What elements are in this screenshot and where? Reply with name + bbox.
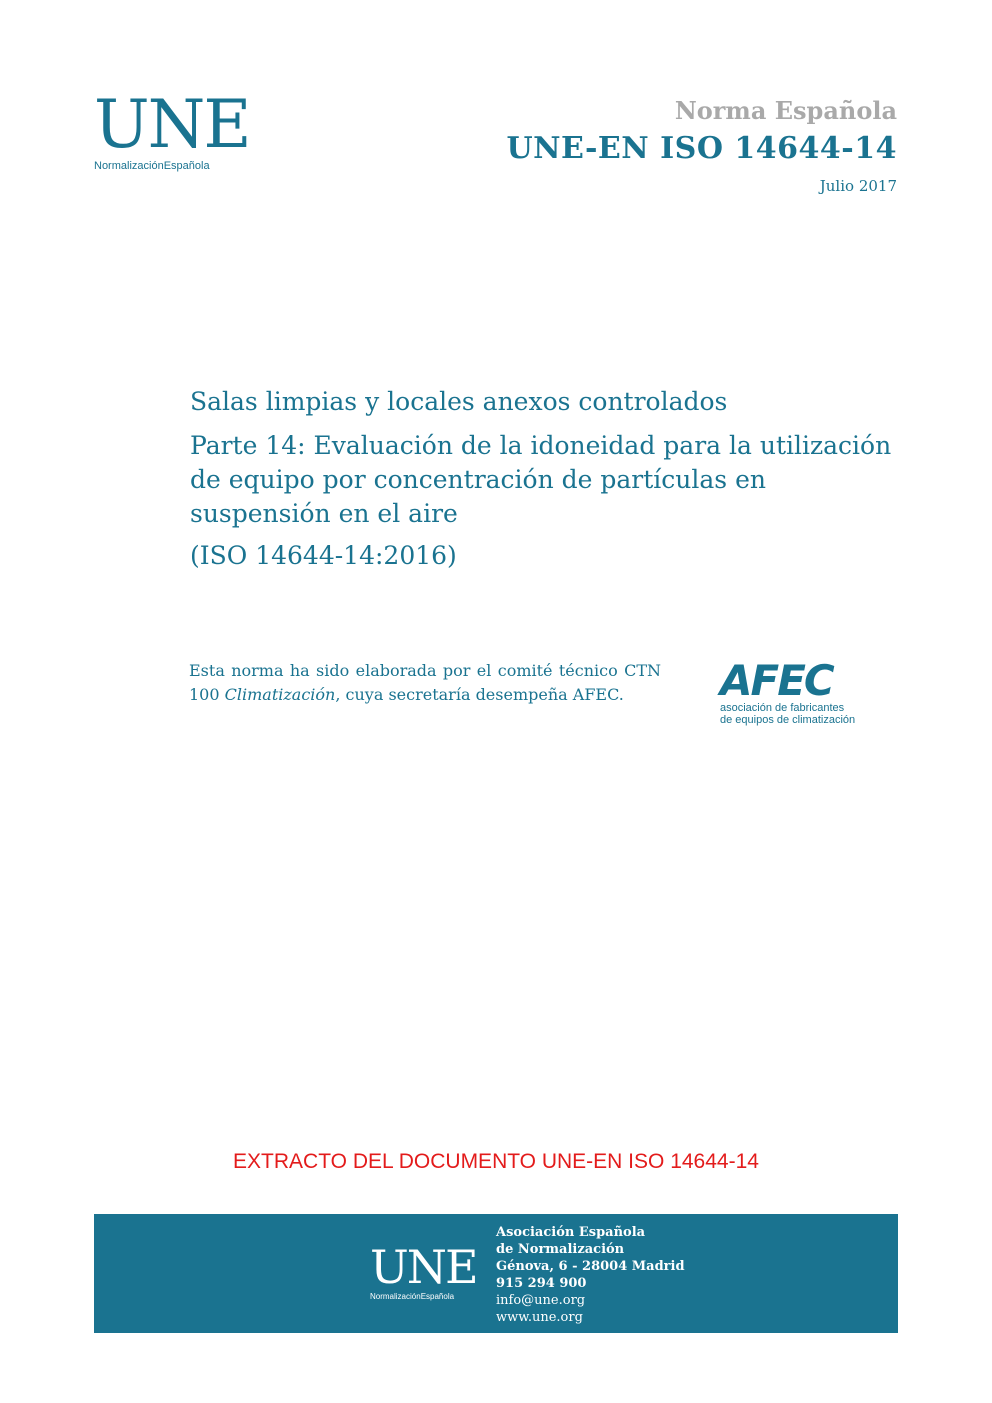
document-titles: [190, 385, 910, 583]
footer-org-line1: Asociación Española: [496, 1225, 646, 1240]
committee-name: Climatización: [224, 685, 336, 704]
footer-phone: 915 294 900: [496, 1276, 587, 1291]
committee-note: [189, 659, 661, 707]
footer-email[interactable]: info@une.org: [496, 1293, 586, 1308]
afec-logo-line1: asociación de fabricantes: [720, 702, 845, 714]
footer-logo-mark: UNE: [370, 1240, 477, 1294]
norma-date: Julio 2017: [819, 177, 897, 195]
afec-logo-mark: AFEC: [720, 656, 833, 705]
extract-notice: EXTRACTO DEL DOCUMENTO UNE-EN ISO 14644-14: [233, 1150, 759, 1173]
footer-logo-sub-b: Española: [420, 1292, 455, 1301]
footer-contact: [496, 1224, 685, 1326]
une-logo-mark: UNE: [94, 86, 250, 163]
afec-logo: [720, 656, 890, 732]
footer-logo-sub-a: Normalización: [370, 1292, 421, 1301]
footer-web[interactable]: www.une.org: [496, 1310, 583, 1325]
norma-code: UNE-EN ISO 14644-14: [506, 131, 897, 166]
une-logo-sub-b: Española: [163, 160, 210, 172]
footer-org-line2: de Normalización: [496, 1242, 625, 1257]
committee-text-post: , cuya secretaría desempeña AFEC.: [335, 685, 624, 704]
title-series: Salas limpias y locales anexos controlados: [190, 387, 728, 416]
une-logo: [94, 86, 250, 176]
footer-address: Génova, 6 - 28004 Madrid: [496, 1259, 685, 1274]
une-logo-sub-a: Normalización: [94, 160, 164, 172]
norma-label: Norma Española: [674, 96, 897, 125]
afec-logo-line2: de equipos de climatización: [720, 714, 856, 726]
committee-text-pre: Esta norma ha sido elaborada por el comité técnico CTN 100: [189, 661, 661, 704]
footer-une-logo: [370, 1240, 480, 1304]
title-part: Parte 14: Evaluación de la idoneidad para la utilización de equipo por concentración de partículas en suspensión en el aire: [190, 431, 892, 528]
title-iso-ref: (ISO 14644-14:2016): [190, 541, 457, 570]
